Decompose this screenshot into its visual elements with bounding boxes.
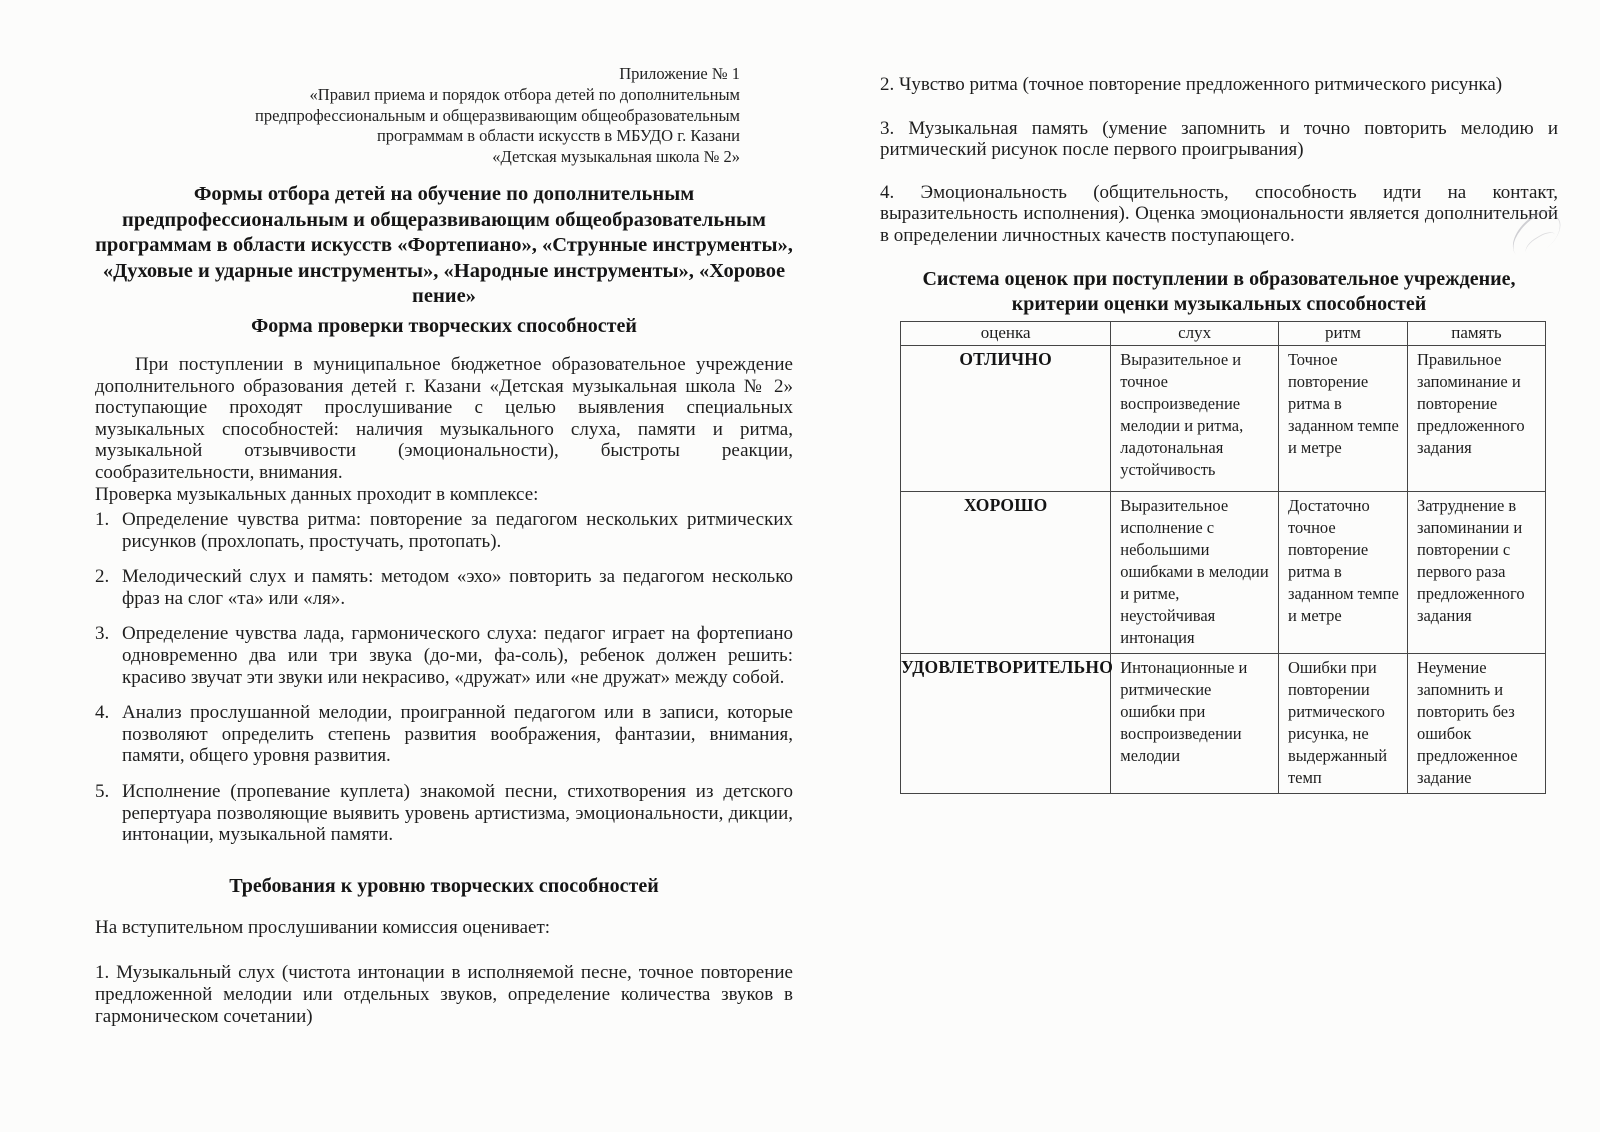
annotation-line: «Правил приема и порядок отбора детей по дополнительным — [309, 84, 740, 104]
grade-label: ХОРОШО — [901, 491, 1111, 653]
table-cell: Достаточно точное повторение ритма в заданном темпе и метре — [1278, 491, 1407, 653]
table-cell: Интонационные и ритмические ошибки при воспроизведении мелодии — [1111, 653, 1279, 793]
commission-paragraph: На вступительном прослушивании комиссия оценивает: — [95, 916, 551, 938]
list-item-number: 5. — [95, 781, 110, 803]
document-title: Формы отбора детей на обучение по дополнительным предпрофессиональным и общеразвивающим общеобразовательным программам в области искусств «Фортепиано», «Струнные инструменты», «Духовые и ударные инструменты», «Народные инструменты», «Хоровое пение» — [95, 182, 793, 308]
list-item — [95, 781, 793, 846]
grade-label: ОТЛИЧНО — [901, 345, 1111, 491]
table-cell: Ошибки при повторении ритмического рисунка, не выдержанный темп — [1278, 653, 1407, 793]
grade-label: УДОВЛЕТВОРИТЕЛЬНО — [901, 653, 1111, 793]
list-item — [95, 566, 793, 609]
complex-check-paragraph: Проверка музыкальных данных проходит в комплексе: — [95, 483, 539, 505]
table-cell: Выразительное и точное воспроизведение мелодии и ритма, ладотональная устойчивость — [1111, 345, 1279, 491]
table-cell: Точное повторение ритма в заданном темпе и метре — [1278, 345, 1407, 491]
list-item-number: 1. — [95, 509, 110, 531]
table-header-memory: память — [1407, 321, 1545, 345]
appendix-annotation — [95, 64, 793, 168]
table-header-ear: слух — [1111, 321, 1279, 345]
criteria-item-3: 3. Музыкальная память (умение запомнить и точно повторить мелодию и ритмический рисунок после первого проигрывания) — [880, 117, 1558, 161]
list-item — [95, 509, 793, 552]
criteria-item-4: 4. Эмоциональность (общительность, способность идти на контакт, выразительность исполнения). Оценка эмоциональности является дополнительной в определении личностных качеств поступающего. — [880, 181, 1558, 246]
criteria-item-2: 2. Чувство ритма (точное повторение предложенного ритмического рисунка) — [880, 74, 1503, 95]
table-cell: Правильное запоминание и повторение предложенного задания — [1407, 345, 1545, 491]
list-item — [95, 702, 793, 767]
section-heading-creative-check: Форма проверки творческих способностей — [251, 314, 637, 337]
table-row-good — [901, 491, 1546, 653]
list-item-text: Определение чувства ритма: повторение за педагогом нескольких ритмических рисунков (прохлопать, простучать, протопать). — [122, 509, 793, 552]
list-item-text: Анализ прослушанной мелодии, проигранной педагогом или в записи, которые позволяют определить степень развития воображения, фантазии, внимания, памяти, общего уровня развития. — [122, 702, 793, 767]
check-forms-list — [95, 509, 793, 846]
list-item-number: 4. — [95, 702, 110, 724]
table-header-row — [901, 321, 1546, 345]
grades-table — [900, 321, 1546, 794]
annotation-line: предпрофессиональным и общеразвивающим общеобразовательным — [255, 105, 740, 125]
table-row-satisfactory — [901, 653, 1546, 793]
table-row-excellent — [901, 345, 1546, 491]
section-heading-requirements: Требования к уровню творческих способностей — [229, 874, 659, 897]
table-cell: Выразительное исполнение с небольшими ошибками в мелодии и ритме, неустойчивая интонация — [1111, 491, 1279, 653]
page-right — [880, 0, 1558, 794]
table-cell: Неумение запомнить и повторить без ошибок предложенное задание — [1407, 653, 1545, 793]
list-item-text: Мелодический слух и память: методом «эхо» повторить за педагогом несколько фраз на слог «та» или «ля». — [122, 566, 793, 609]
list-item-number: 2. — [95, 566, 110, 588]
intro-paragraph: При поступлении в муниципальное бюджетное образовательное учреждение дополнительного образования детей г. Казани «Детская музыкальная школа № 2» поступающие проходят прослушивание с целью выявления специальных музыкальных способностей: наличия музыкального слуха, памяти и ритма, музыкальной отзывчивости (эмоциональности), быстроты реакции, сообразительности, внимания. — [95, 353, 793, 483]
list-item — [95, 623, 793, 688]
list-item-number: 3. — [95, 623, 110, 645]
annotation-line: «Детская музыкальная школа № 2» — [492, 147, 740, 167]
table-header-grade: оценка — [901, 321, 1111, 345]
list-item-text: Определение чувства лада, гармонического слуха: педагог играет на фортепиано одновременно два или три звука (до-ми, фа-соль), ребенок должен решить: красиво звучат эти звуки или некрасиво, «дружат» или «не дружат» между собой. — [122, 623, 793, 688]
annotation-line: Приложение № 1 — [619, 64, 740, 83]
criteria-item-1: 1. Музыкальный слух (чистота интонации в исполняемой песне, точное повторение предложенной мелодии или отдельных звуков, определение количества звуков в гармоническом сочетании) — [95, 962, 793, 1027]
page-left — [95, 0, 793, 1027]
grading-system-heading: Система оценок при поступлении в образовательное учреждение, критерии оценки музыкальных способностей — [922, 267, 1516, 315]
table-cell: Затруднение в запоминании и повторении с первого раза предложенного задания — [1407, 491, 1545, 653]
table-header-rhythm: ритм — [1278, 321, 1407, 345]
list-item-text: Исполнение (пропевание куплета) знакомой песни, стихотворения из детского репертуара позволяющие выявить уровень артистизма, эмоциональности, дикции, интонации, музыкальной памяти. — [122, 781, 793, 846]
annotation-line: программам в области искусств в МБУДО г. Казани — [376, 126, 740, 146]
